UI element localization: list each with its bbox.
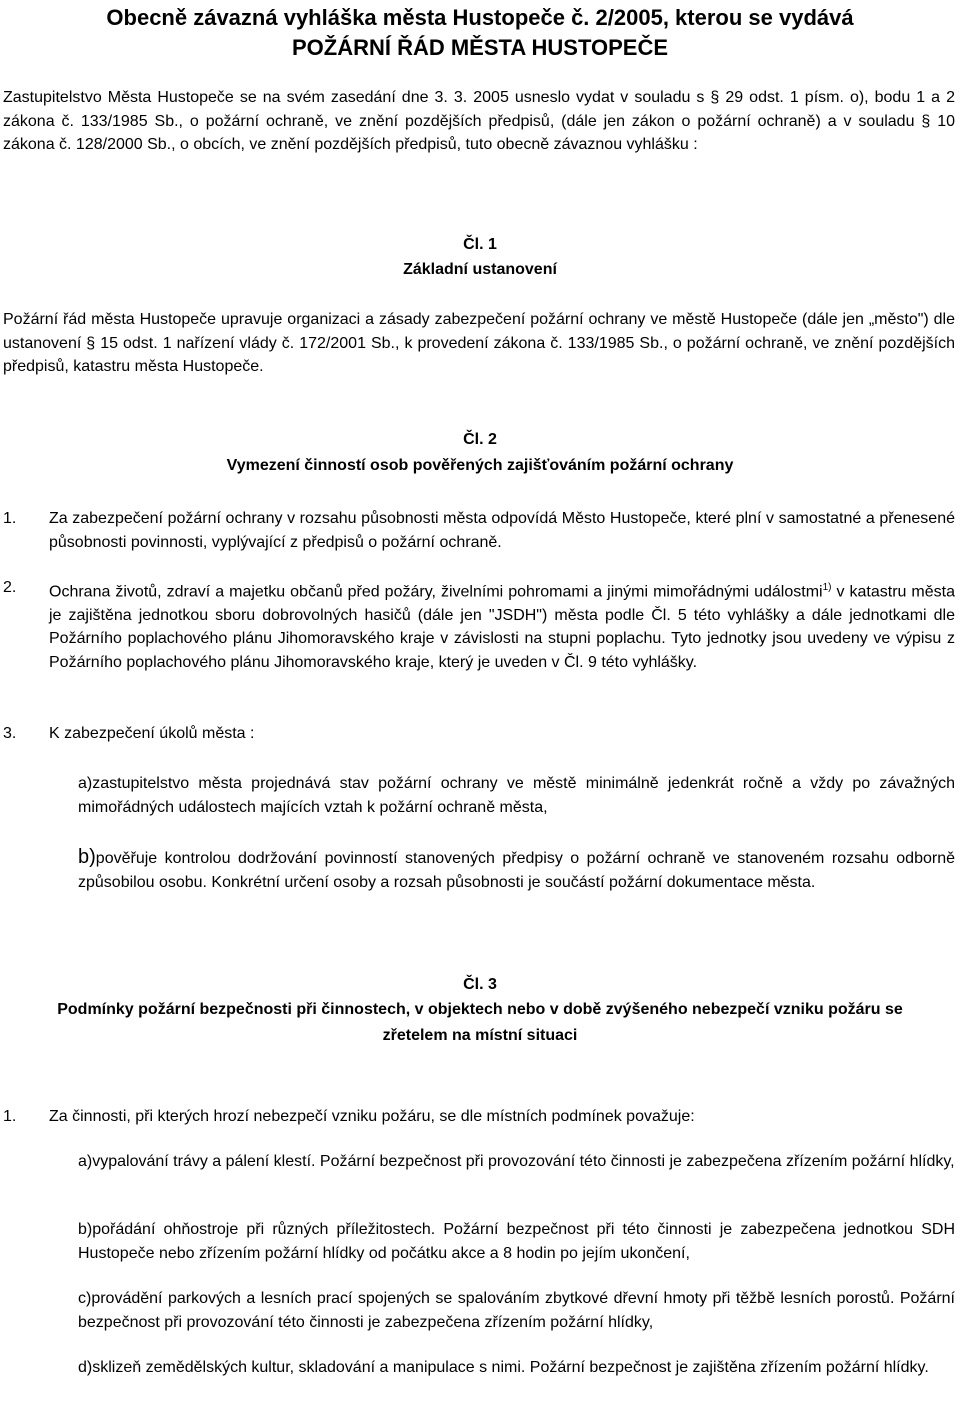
article-3-item-1-text: Za činnosti, při kterých hrozí nebezpečí vzniku požáru, se dle místních podmínek považuje:	[49, 1108, 695, 1125]
article-3-subitem-c	[78, 1287, 955, 1334]
document-title-line1: Obecně závazná vyhláška města Hustopeče č. 2/2005, kterou se vydává	[106, 5, 854, 30]
subitem-letter: b)	[78, 846, 96, 868]
subitem-letter: d)	[78, 1359, 93, 1376]
article-2-item-2-text-end: v katastru města je zajištěna jednotkou sboru dobrovolných hasičů (dále jen "JSDH") města podle Čl. 5 této vyhlášky a dále jednotkami dle Požárního poplachového plánu Jihomoravského kraje v závislosti na stupni poplachu. Tyto jednotky jsou uvedeny ve výpisu z Požárního poplachového plánu Jihomoravského kraje, který je uveden v Čl. 9 této vyhlášky.	[49, 583, 955, 671]
article-3-number: Čl. 3	[463, 976, 497, 993]
article-2-subitem-a	[78, 772, 955, 819]
article-2-subitem-b	[78, 846, 955, 894]
article-1-heading: Základní ustanovení	[403, 261, 557, 278]
article-3-heading-line1: Podmínky požární bezpečnosti při činnostech, v objektech nebo v době zvýšeného nebezpečí vzniku požáru se	[57, 1001, 903, 1018]
article-2-item-3-text: K zabezpečení úkolů města :	[49, 725, 255, 742]
subitem-letter: a)	[78, 1153, 93, 1170]
article-3-subitem-a	[78, 1150, 955, 1174]
article-3-subitem-b	[78, 1218, 955, 1265]
article-1-text: Požární řád města Hustopeče upravuje organizaci a zásady zabezpečení požární ochrany ve městě Hustopeče (dále jen „město") dle ustanovení § 15 odst. 1 nařízení vlády č. 172/2001 Sb., k provedení zákona č. 133/1985 Sb., o požární ochraně, ve znění pozdějších předpisů, katastru města Hustopeče.	[3, 311, 955, 375]
intro-paragraph: Zastupitelstvo Města Hustopeče se na svém zasedání dne 3. 3. 2005 usneslo vydat v souladu s § 29 odst. 1 písm. o), bodu 1 a 2 zákona č. 133/1985 Sb., o požární ochraně, ve znění pozdějších předpisů, (dále jen zákon o požární ochraně) a v souladu § 10 zákona č. 128/2000 Sb., o obcích, ve znění pozdějších předpisů, tuto obecně závaznou vyhlášku :	[3, 89, 955, 153]
article-1-number: Čl. 1	[463, 236, 497, 253]
subitem-text: pořádání ohňostroje při různých příležitostech. Požární bezpečnost při této činnosti je zabezpečena jednotkou SDH Hustopeče nebo zřízením požární hlídky od počátku akce a 8 hodin po jejím ukončení,	[78, 1221, 955, 1262]
subitem-letter: b)	[78, 1221, 93, 1238]
article-2-item-2-number: 2.	[3, 579, 17, 596]
article-2-item-1-number: 1.	[3, 510, 17, 527]
article-2-item-2-text	[49, 576, 955, 674]
subitem-letter: c)	[78, 1290, 92, 1307]
subitem-text: provádění parkových a lesních prací spojených se spalováním zbytkové dřevní hmoty při těžbě lesních porostů. Požární bezpečnost při provozování této činnosti je zabezpečena zřízením požární hlídky,	[78, 1290, 955, 1331]
article-3-heading-line2: zřetelem na místní situaci	[382, 1027, 578, 1044]
document-title-line2: POŽÁRNÍ ŘÁD MĚSTA HUSTOPEČE	[291, 35, 669, 60]
article-2-item-3-number: 3.	[3, 725, 17, 742]
subitem-text: zastupitelstvo města projednává stav požární ochrany ve městě minimálně jedenkrát ročně a vždy po závažných mimořádných událostech majících vztah k požární ochraně města,	[78, 775, 955, 816]
footnote-marker: 1)	[822, 582, 832, 593]
article-2-number: Čl. 2	[463, 431, 497, 448]
article-3-item-1-number: 1.	[3, 1108, 17, 1125]
subitem-text: sklizeň zemědělských kultur, skladování a manipulace s nimi. Požární bezpečnost je zajištěna zřízením požární hlídky.	[92, 1359, 929, 1376]
article-2-item-1-text: Za zabezpečení požární ochrany v rozsahu působnosti města odpovídá Město Hustopeče, které plní v samostatné a přenesené působnosti povinnosti, vyplývající z předpisů o požární ochraně.	[49, 510, 955, 551]
article-2-heading: Vymezení činností osob pověřených zajišťováním požární ochrany	[226, 457, 734, 474]
subitem-text: vypalování trávy a pálení klestí. Požární bezpečnost při provozování této činnosti je zabezpečena zřízením požární hlídky,	[92, 1153, 955, 1170]
subitem-text: pověřuje kontrolou dodržování povinností stanovených předpisy o požární ochraně ve stanoveném rozsahu odborně způsobilou osobu. Konkrétní určení osoby a rozsah působnosti je součástí požární dokumentace města.	[78, 850, 955, 891]
article-2-item-2-text-start: Ochrana životů, zdraví a majetku občanů před požáry, živelními pohromami a jinými mimořádnými událostmi	[49, 583, 823, 601]
subitem-letter: a)	[78, 775, 93, 792]
article-3-subitem-d	[78, 1356, 955, 1380]
